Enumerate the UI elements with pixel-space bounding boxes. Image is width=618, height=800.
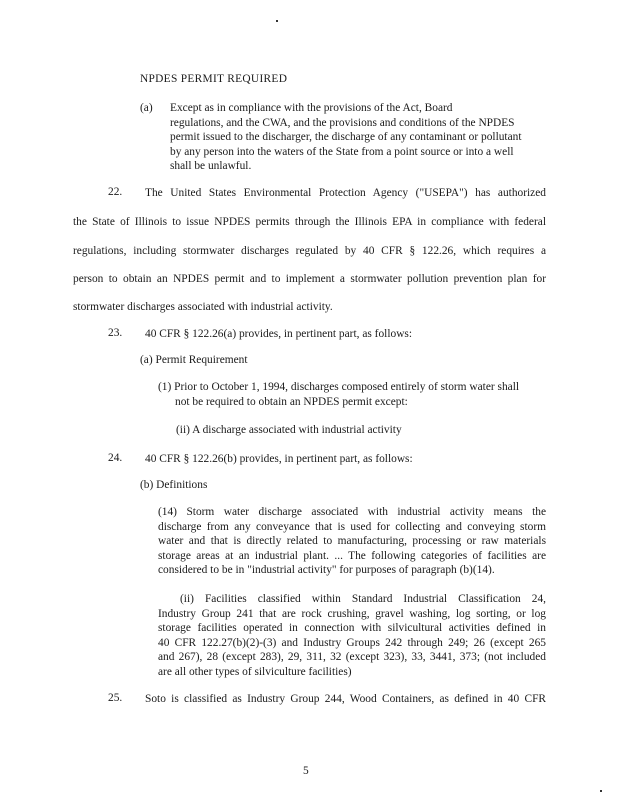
text-line: (14) Storm water discharge associated with industrial activity means the <box>158 506 546 518</box>
paragraph-22-line: person to obtain an NPDES permit and to implement a stormwater pollution prevention plan for <box>73 273 546 285</box>
paragraph-25-line: Soto is classified as Industry Group 244, Wood Containers, as defined in 40 CFR <box>145 693 546 705</box>
text-line: water and that is directly related to manufacturing, processing or raw materials <box>158 535 546 548</box>
paragraph-23-sub-ii: (ii) A discharge associated with industrial activity <box>176 424 402 436</box>
text-line: and 267), 28 (except 283), 29, 311, 32 (except 323), 33, 3441, 373; (not included <box>158 651 546 664</box>
scan-speck <box>600 790 602 792</box>
paragraph-22-line: stormwater discharges associated with industrial activity. <box>73 301 333 313</box>
paragraph-22-line: The United States Environmental Protection Agency ("USEPA") has authorized <box>145 187 546 199</box>
text-line: shall be unlawful. <box>170 160 252 173</box>
paragraph-22-line: the State of Illinois to issue NPDES permits through the Illinois EPA in compliance with federal <box>73 216 546 228</box>
paragraph-22-line: regulations, including stormwater discharges regulated by 40 CFR § 122.26, which requires a <box>73 245 546 257</box>
text-line: Industry Group 241 that are rock crushing, gravel washing, log sorting, or log <box>158 607 546 620</box>
text-line: 40 CFR 122.27(b)(2)-(3) and Industry Groups 242 through 249; 26 (except 265 <box>158 636 546 649</box>
text-line: discharge from any conveyance that is used for collecting and conveying storm <box>158 520 546 533</box>
text-line: not be required to obtain an NPDES permit except: <box>175 395 408 408</box>
subsection-a-text <box>170 101 548 174</box>
text-line: storage areas at an industrial plant. ... The following categories of facilities are <box>158 549 546 562</box>
paragraph-23-sub-1 <box>158 380 546 409</box>
paragraph-23-sub-a: (a) Permit Requirement <box>140 354 248 366</box>
section-heading: NPDES PERMIT REQUIRED <box>140 73 288 85</box>
paragraph-23-intro: 40 CFR § 122.26(a) provides, in pertinent part, as follows: <box>145 328 413 340</box>
paragraph-24-sub-14 <box>158 505 546 578</box>
text-line: (1) Prior to October 1, 1994, discharges composed entirely of storm water shall <box>158 381 520 393</box>
paragraph-24-sub-ii <box>158 592 546 680</box>
text-line: permit issued to the discharger, the discharge of any contaminant or pollutant <box>170 131 522 144</box>
text-line: (ii) Facilities classified within Standard Industrial Classification 24, <box>180 593 546 605</box>
paragraph-number-24: 24. <box>108 452 123 464</box>
paragraph-number-25: 25. <box>108 692 123 704</box>
paragraph-number-22: 22. <box>108 186 123 198</box>
text-line: storage facilities operated in connection with silvicultural activities defined in <box>158 622 546 635</box>
paragraph-number-23: 23. <box>108 327 123 339</box>
page-number: 5 <box>303 765 309 777</box>
paragraph-24-sub-b: (b) Definitions <box>140 479 208 491</box>
subsection-label-a: (a) <box>140 102 153 114</box>
scan-speck <box>276 20 278 22</box>
paragraph-24-intro: 40 CFR § 122.26(b) provides, in pertinent part, as follows: <box>145 453 413 465</box>
text-line: are all other types of silviculture facilities) <box>158 665 352 678</box>
text-line: regulations, and the CWA, and the provisions and conditions of the NPDES <box>170 116 515 129</box>
text-line: considered to be in "industrial activity" for purposes of paragraph (b)(14). <box>158 564 495 577</box>
text-line: Except as in compliance with the provisions of the Act, Board <box>170 102 453 114</box>
text-line: by any person into the waters of the State from a point source or into a well <box>170 145 514 158</box>
